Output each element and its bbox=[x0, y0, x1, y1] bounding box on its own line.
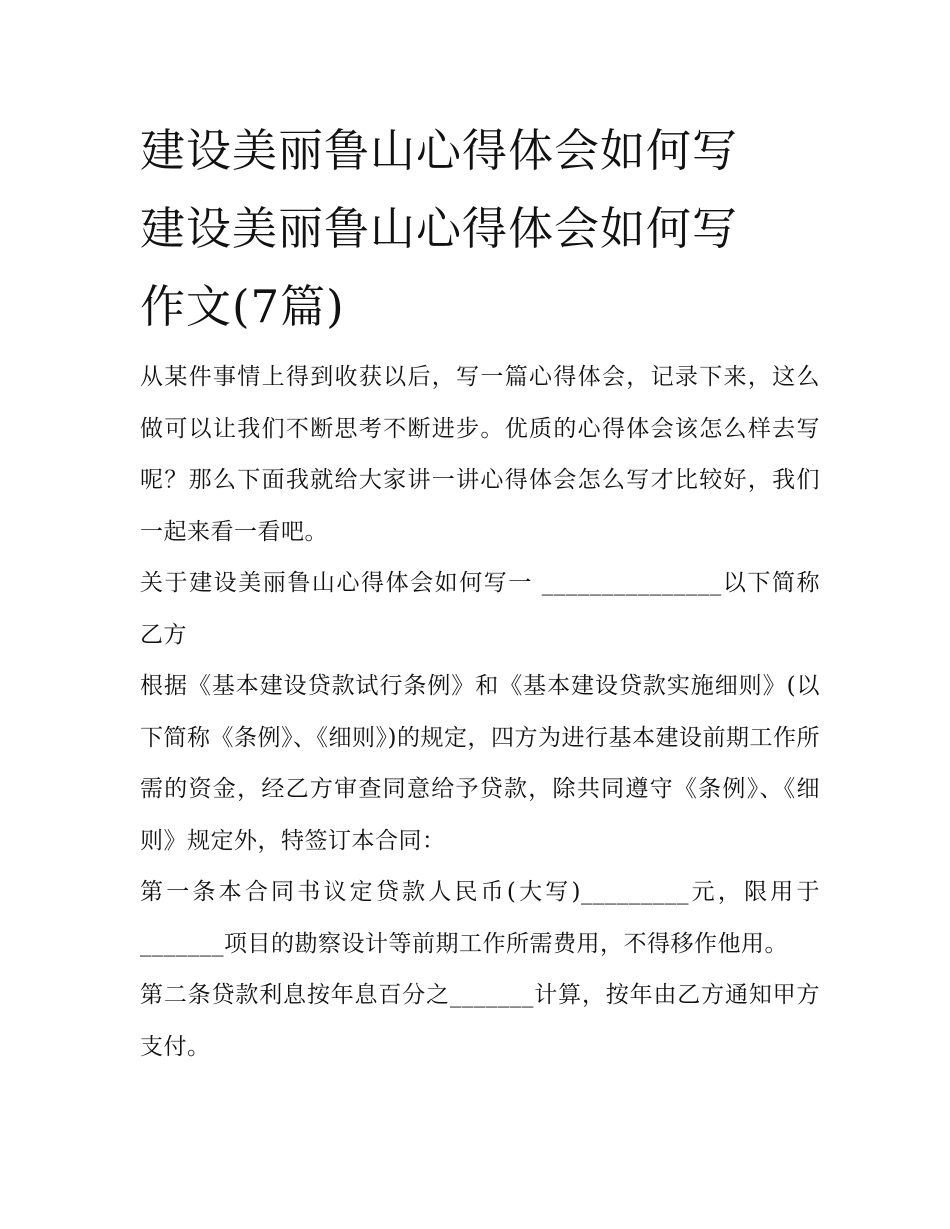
section-heading-paragraph: 关于建设美丽鲁山心得体会如何写一 _______________以下简称乙方 bbox=[140, 570, 820, 648]
document-body bbox=[140, 352, 820, 1073]
title-line-1: 建设美丽鲁山心得体会如何写 bbox=[140, 124, 739, 177]
article-one-paragraph: 第一条本合同书议定贷款人民币(大写)_________元，限用于_______项目的勘察设计等前期工作所需费用，不得移作他用。 bbox=[140, 879, 820, 957]
title-line-2: 建设美丽鲁山心得体会如何写 bbox=[140, 202, 739, 255]
article-two-paragraph: 第二条贷款利息按年息百分之_______计算，按年由乙方通知甲方支付。 bbox=[140, 982, 820, 1060]
document-title bbox=[140, 112, 820, 346]
basis-paragraph: 根据《基本建设贷款试行条例》和《基本建设贷款实施细则》(以下简称《条例》、《细则》)的规定，四方为进行基本建设前期工作所需的资金，经乙方审查同意给予贷款，除共同遵守《条例》、《细则》规定外，特签订本合同： bbox=[140, 673, 820, 854]
title-line-3: 作文(7篇) bbox=[140, 280, 345, 333]
intro-paragraph: 从某件事情上得到收获以后，写一篇心得体会，记录下来，这么做可以让我们不断思考不断进步。优质的心得体会该怎么样去写呢？那么下面我就给大家讲一讲心得体会怎么写才比较好，我们一起来看一看吧。 bbox=[140, 364, 820, 545]
